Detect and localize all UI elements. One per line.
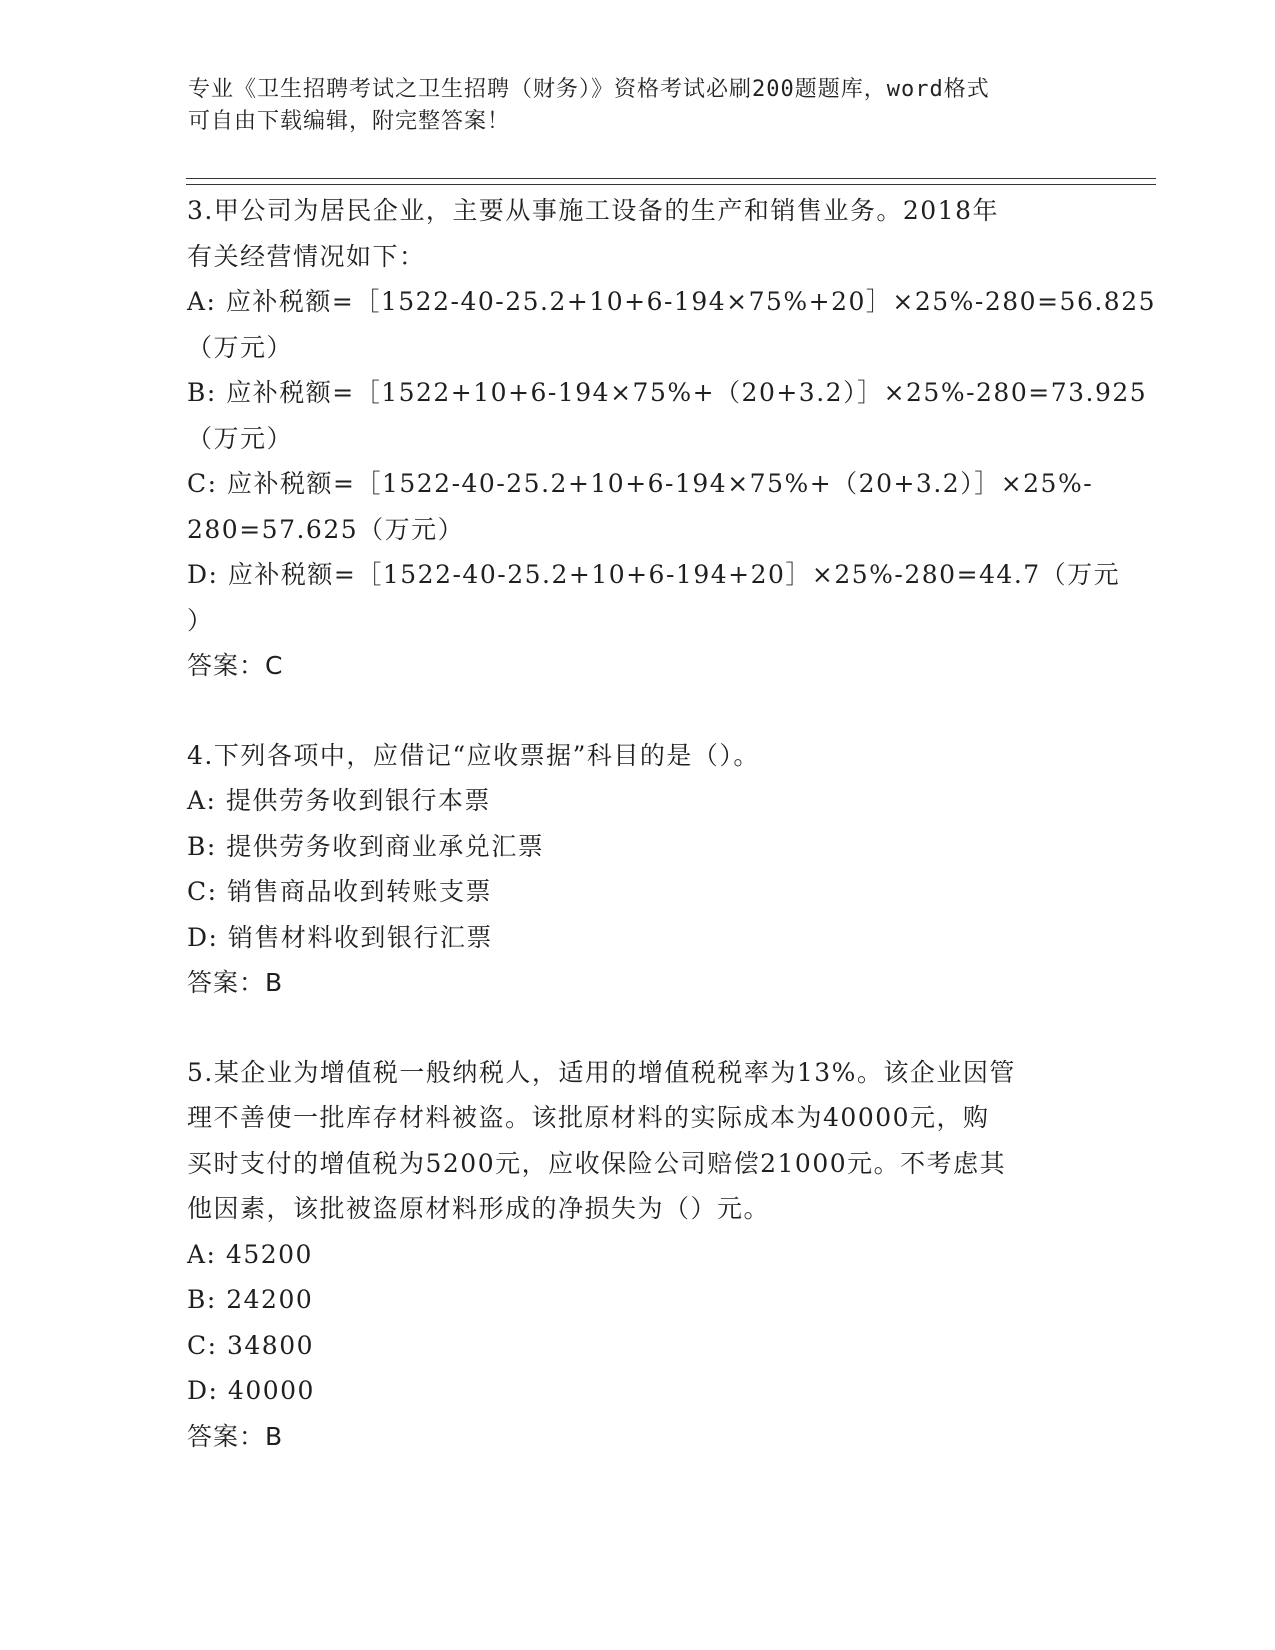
answer-label: 答案：C xyxy=(187,651,284,680)
option-d: D: 40000 xyxy=(187,1376,315,1405)
question-spacer xyxy=(187,689,1087,733)
option-a-continued: （万元） xyxy=(187,332,294,362)
question-stem: 5.某企业为增值税一般纳税人，适用的增值税税率为13%。该企业因管 xyxy=(187,1057,1016,1087)
option-d-continued: ） xyxy=(187,605,214,635)
option-b: B: 提供劳务收到商业承兑汇票 xyxy=(187,831,545,861)
question-5 xyxy=(187,1050,1087,1460)
question-3 xyxy=(187,188,1157,689)
option-a: A: 45200 xyxy=(187,1239,313,1269)
option-d: D: 销售材料收到银行汇票 xyxy=(187,922,493,952)
document-header xyxy=(188,74,1068,138)
answer-label: 答案：B xyxy=(187,1421,284,1451)
question-stem: 有关经营情况如下： xyxy=(187,241,426,271)
header-title-line: 专业《卫生招聘考试之卫生招聘（财务）》资格考试必刷200题题库，word格式 xyxy=(188,77,990,102)
question-list xyxy=(187,188,1157,1459)
header-divider-top xyxy=(186,178,1156,179)
option-c: C: 应补税额=［1522-40-25.2+10+6-194×75%+（20+3.2）］×25%- xyxy=(187,469,1094,498)
option-d: D: 应补税额=［1522-40-25.2+10+6-194+20］×25%-280=44.7（万元 xyxy=(187,560,1121,589)
answer-label: 答案：B xyxy=(187,968,284,997)
option-a: A: 提供劳务收到银行本票 xyxy=(187,786,491,815)
option-a: A: 应补税额=［1522-40-25.2+10+6-194×75%+20］×25%-280=56.825 xyxy=(187,287,1157,316)
header-subtitle-line: 可自由下载编辑，附完整答案！ xyxy=(188,109,511,134)
option-b-continued: （万元） xyxy=(187,423,294,453)
option-c: C: 销售商品收到转账支票 xyxy=(187,877,492,906)
question-spacer xyxy=(187,1006,1087,1050)
question-stem: 3.甲公司为居民企业，主要从事施工设备的生产和销售业务。2018年 xyxy=(187,196,999,225)
option-c-continued: 280=57.625（万元） xyxy=(187,514,465,544)
option-b: B: 24200 xyxy=(187,1285,314,1314)
question-stem: 买时支付的增值税为5200元，应收保险公司赔偿21000元。不考虑其 xyxy=(187,1148,1007,1178)
header-divider-bottom xyxy=(186,184,1156,185)
question-stem: 他因素，该批被盗原材料形成的净损失为（）元。 xyxy=(187,1194,771,1223)
question-4 xyxy=(187,733,1087,1006)
question-stem: 4.下列各项中，应借记“应收票据”科目的是（）。 xyxy=(187,740,760,770)
question-stem: 理不善使一批库存材料被盗。该批原材料的实际成本为40000元，购 xyxy=(187,1103,990,1132)
option-c: C: 34800 xyxy=(187,1330,315,1360)
option-b: B: 应补税额=［1522+10+6-194×75%+（20+3.2）］×25%-280=73.925 xyxy=(187,378,1148,407)
